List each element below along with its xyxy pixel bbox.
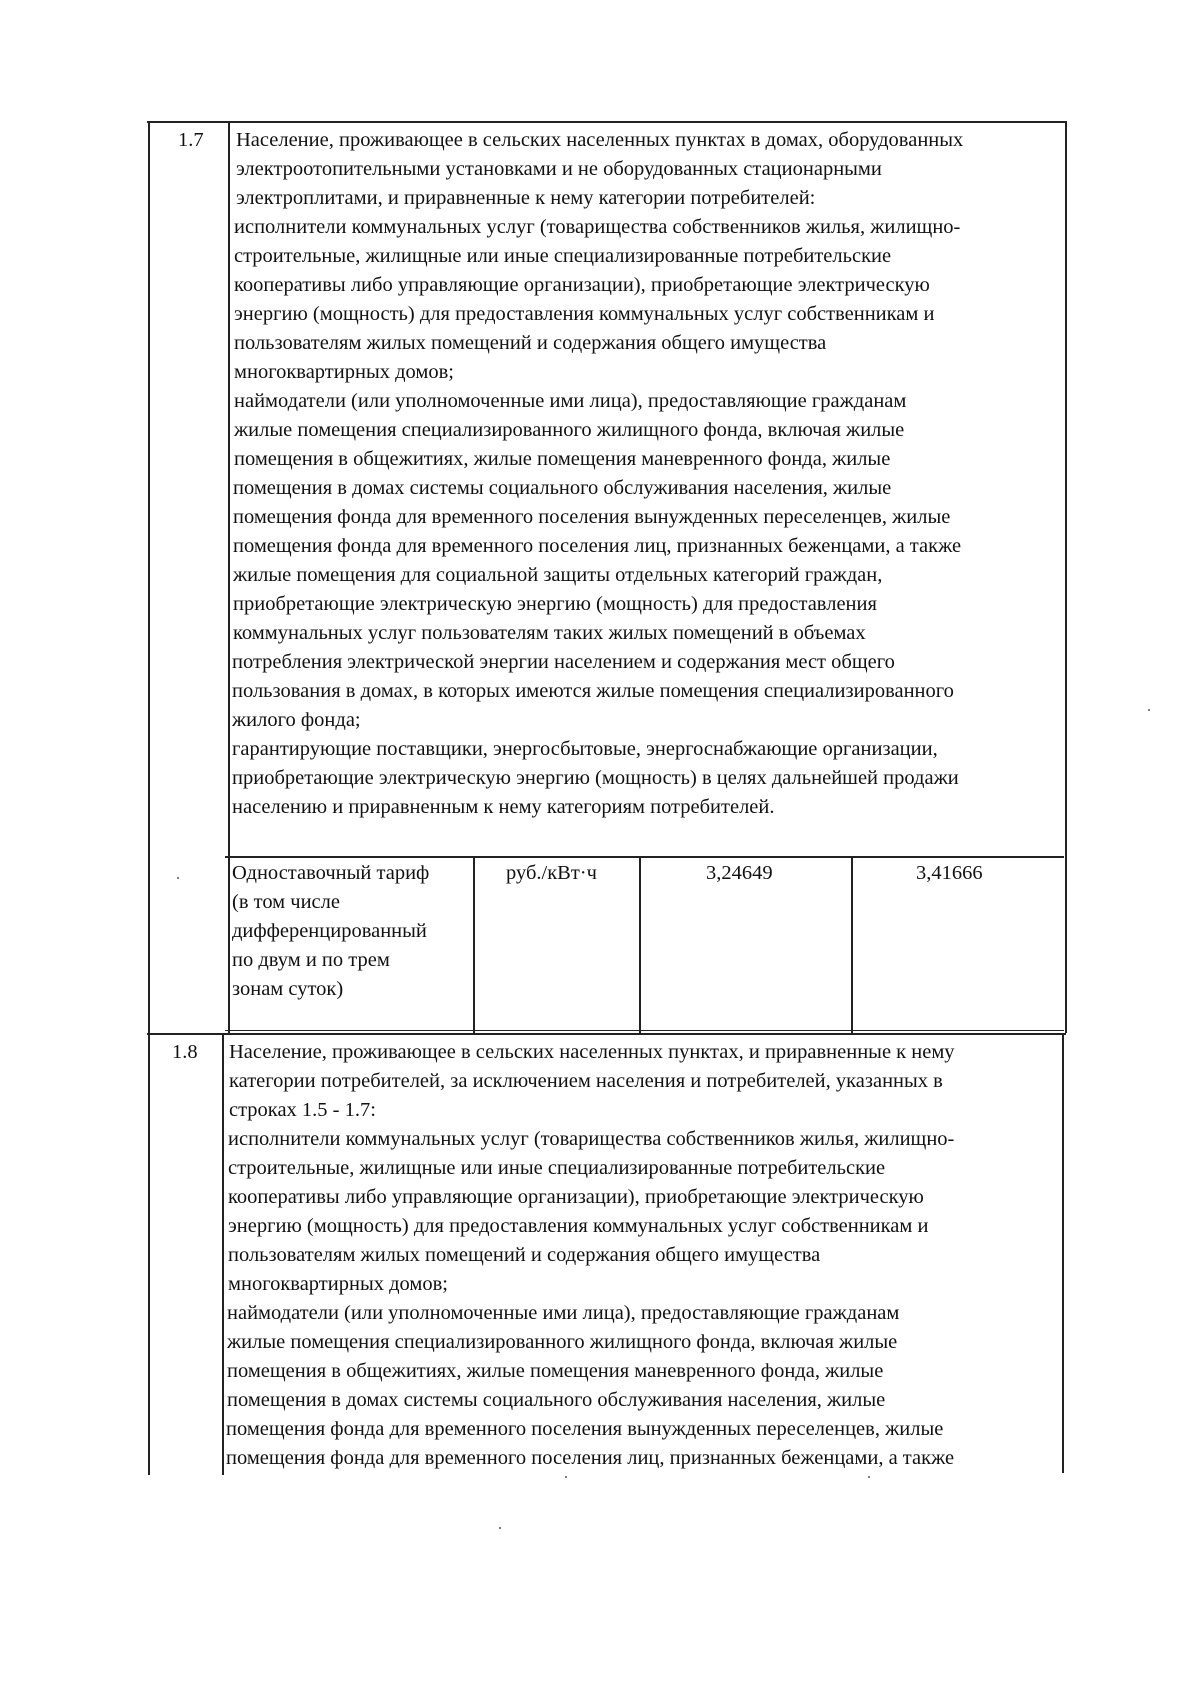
row-1-8-top-border bbox=[147, 1033, 1066, 1035]
number-column-border-1-7 bbox=[228, 121, 230, 1033]
row-1-8-line: строительные, жилищные или иные специализированные потребительские bbox=[228, 1157, 886, 1179]
row-1-7-line: электроплитами, и приравненные к нему категории потребителей: bbox=[236, 187, 816, 209]
row-1-7-line: коммунальных услуг пользователям таких жилых помещений в объемах bbox=[233, 622, 866, 644]
row-1-8-line: помещения фонда для временного поселения лиц, признанных беженцами, а также bbox=[226, 1447, 955, 1469]
row-1-7-line: жилые помещения специализированного жилищного фонда, включая жилые bbox=[234, 419, 905, 441]
tariff-value-2: 3,41666 bbox=[916, 862, 983, 884]
tariff-name-column-border bbox=[473, 856, 475, 1033]
number-column-border-1-8 bbox=[222, 1033, 224, 1475]
row-1-8-line: помещения в домах системы социального обслуживания населения, жилые bbox=[227, 1389, 886, 1411]
row-number-1-8: 1.8 bbox=[172, 1041, 198, 1063]
tariff-value-column-border bbox=[851, 856, 853, 1033]
row-1-7-line: строительные, жилищные или иные специализированные потребительские bbox=[234, 245, 892, 267]
row-1-7-line: жилые помещения для социальной защиты отдельных категорий граждан, bbox=[233, 564, 883, 586]
row-1-7-line: наймодатели (или уполномоченные ими лица), предоставляющие гражданам bbox=[234, 390, 907, 412]
row-1-8-line: Население, проживающее в сельских населенных пунктах, и приравненные к нему bbox=[229, 1041, 955, 1063]
row-1-7-line: помещения фонда для временного поселения лиц, признанных беженцами, а также bbox=[233, 535, 962, 557]
row-1-7-line: помещения в домах системы социального обслуживания населения, жилые bbox=[233, 477, 892, 499]
row-1-8-line: энергию (мощность) для предоставления коммунальных услуг собственникам и bbox=[228, 1215, 929, 1237]
row-1-7-line: приобретающие электрическую энергию (мощность) для предоставления bbox=[233, 593, 877, 615]
row-1-8-line: жилые помещения специализированного жилищного фонда, включая жилые bbox=[227, 1331, 898, 1353]
row-1-7-line: пользования в домах, в которых имеются жилые помещения специализированного bbox=[232, 680, 954, 702]
scan-speck bbox=[868, 1476, 870, 1478]
row-1-8-line: строках 1.5 - 1.7: bbox=[229, 1099, 376, 1121]
tariff-name-line: Одноставочный тариф bbox=[232, 862, 430, 884]
tariff-row-top-border bbox=[225, 856, 1064, 858]
row-1-7-line: гарантирующие поставщики, энергосбытовые, энергоснабжающие организации, bbox=[232, 738, 938, 760]
tariff-name-line: (в том числе bbox=[232, 891, 340, 913]
table-top-border bbox=[147, 121, 1066, 123]
row-1-7-line: приобретающие электрическую энергию (мощность) в целях дальнейшей продажи bbox=[232, 767, 959, 789]
row-1-7-line: многоквартирных домов; bbox=[234, 361, 454, 383]
row-1-7-line: электроотопительными установками и не оборудованных стационарными bbox=[236, 158, 882, 180]
right-outer-border-1-8 bbox=[1062, 1033, 1064, 1473]
scan-speck bbox=[177, 877, 179, 879]
tariff-value-1: 3,24649 bbox=[706, 862, 773, 884]
row-1-7-line: энергию (мощность) для предоставления коммунальных услуг собственникам и bbox=[234, 303, 935, 325]
row-1-7-line: пользователям жилых помещений и содержания общего имущества bbox=[234, 332, 827, 354]
row-1-8-line: помещения фонда для временного поселения вынужденных переселенцев, жилые bbox=[226, 1418, 944, 1440]
row-1-8-line: многоквартирных домов; bbox=[228, 1273, 448, 1295]
row-1-8-line: пользователям жилых помещений и содержания общего имущества bbox=[228, 1244, 821, 1266]
row-1-8-line: помещения в общежитиях, жилые помещения маневренного фонда, жилые bbox=[227, 1360, 884, 1382]
row-1-7-line: Население, проживающее в сельских населенных пунктах в домах, оборудованных bbox=[236, 129, 964, 151]
scan-speck bbox=[565, 1476, 567, 1478]
tariff-name-line: зонам суток) bbox=[232, 978, 344, 1000]
row-1-8-line: наймодатели (или уполномоченные ими лица), предоставляющие гражданам bbox=[227, 1302, 900, 1324]
row-1-8-line: категории потребителей, за исключением населения и потребителей, указанных в bbox=[229, 1070, 943, 1092]
row-1-7-line: помещения фонда для временного поселения вынужденных переселенцев, жилые bbox=[233, 506, 951, 528]
tariff-name-line: по двум и по трем bbox=[232, 949, 390, 971]
row-1-7-line: помещения в общежитиях, жилые помещения маневренного фонда, жилые bbox=[234, 448, 891, 470]
tariff-unit-column-border bbox=[639, 856, 641, 1033]
row-1-7-line: исполнители коммунальных услуг (товарищества собственников жилья, жилищно- bbox=[234, 216, 961, 238]
right-outer-border-1-7 bbox=[1065, 121, 1067, 1033]
scan-speck bbox=[1148, 709, 1150, 711]
scan-speck bbox=[499, 1527, 501, 1529]
row-number-1-7: 1.7 bbox=[178, 129, 204, 151]
row-1-7-line: потребления электрической энергии населением и содержания мест общего bbox=[232, 651, 895, 673]
tariff-name-line: дифференцированный bbox=[232, 920, 427, 942]
tariff-row-bottom-border bbox=[225, 1030, 1064, 1031]
row-1-8-line: кооперативы либо управляющие организации), приобретающие электрическую bbox=[228, 1186, 924, 1208]
row-1-8-line: исполнители коммунальных услуг (товарищества собственников жилья, жилищно- bbox=[228, 1128, 955, 1150]
tariff-unit: руб./кВт·ч bbox=[506, 862, 597, 884]
row-1-7-line: кооперативы либо управляющие организации), приобретающие электрическую bbox=[234, 274, 930, 296]
left-outer-border bbox=[148, 121, 150, 1475]
row-1-7-line: населению и приравненным к нему категориям потребителей. bbox=[232, 796, 775, 818]
row-1-7-line: жилого фонда; bbox=[232, 709, 361, 731]
